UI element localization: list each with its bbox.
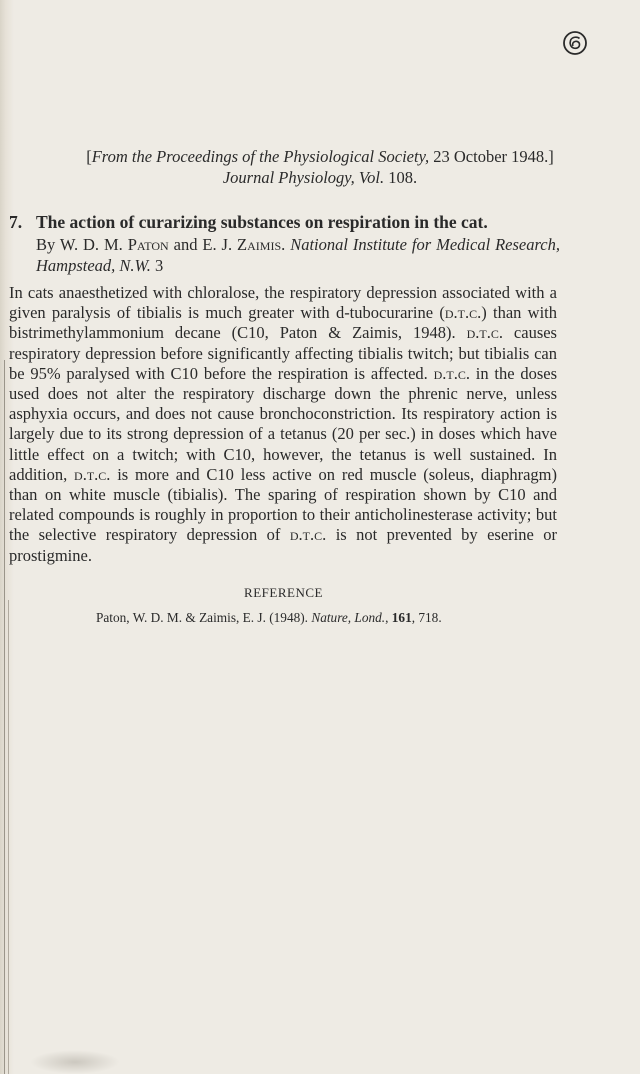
article-title-text: The action of curarizing substances on respiration in the cat. bbox=[36, 212, 488, 232]
article-title bbox=[9, 212, 569, 233]
abstract-body: In cats anaesthetized with chloralose, the respiratory depression associated with a given paralysis of tibialis is much greater with d-tubocurarine (d.t.c.) than with bistrimethylammonium decane (C10, Paton & Zaimis, 1948). d.t.c. causes respiratory depression before significantly affecting tibialis twitch; but tibialis can be 95% paralysed with C10 before the respiration is affected. d.t.c. in the doses used does not alter the respiratory discharge down the phrenic nerve, unless asphyxia occurs, and does not cause bronchoconstriction. Its respiratory action is largely due to its strong depression of a tetanus (20 per sec.) in doses which have little effect on a twitch; with C10, however, the tetanus is well sustained. In addition, d.t.c. is more and C10 less active on red muscle (soleus, diaphragm) than on white muscle (tibialis). The sparing of respiration shown by C10 and related compounds is roughly in proportion to their anticholinesterase activity; but the selective respiratory depression of d.t.c. is not prevented by eserine or prostigmine. bbox=[9, 283, 558, 565]
journal-header bbox=[0, 146, 640, 188]
binding-line bbox=[4, 360, 5, 1074]
header-citation-line: [From the Proceedings of the Physiological Society, 23 October 1948.] bbox=[86, 147, 554, 166]
article-number: 7. bbox=[9, 212, 23, 232]
institution: National Institute for Medical Research, Hampstead, N.W. bbox=[36, 235, 560, 275]
header-journal-line: Journal Physiology, Vol. 108. bbox=[222, 168, 418, 187]
author-surname: Zaimis bbox=[237, 235, 282, 254]
reference-heading: REFERENCE bbox=[244, 585, 323, 600]
copyright-icon bbox=[561, 29, 589, 57]
author-surname: Paton bbox=[127, 235, 169, 254]
reference-entry: Paton, W. D. M. & Zaimis, E. J. (1948). Nature, Lond., 161, 718. bbox=[96, 610, 442, 625]
page-smudge bbox=[30, 1050, 120, 1074]
binding-line bbox=[8, 600, 9, 1074]
byline: By W. D. M. Paton and E. J. Zaimis. National Institute for Medical Research, Hampstead, N.W. 3 bbox=[36, 235, 560, 275]
